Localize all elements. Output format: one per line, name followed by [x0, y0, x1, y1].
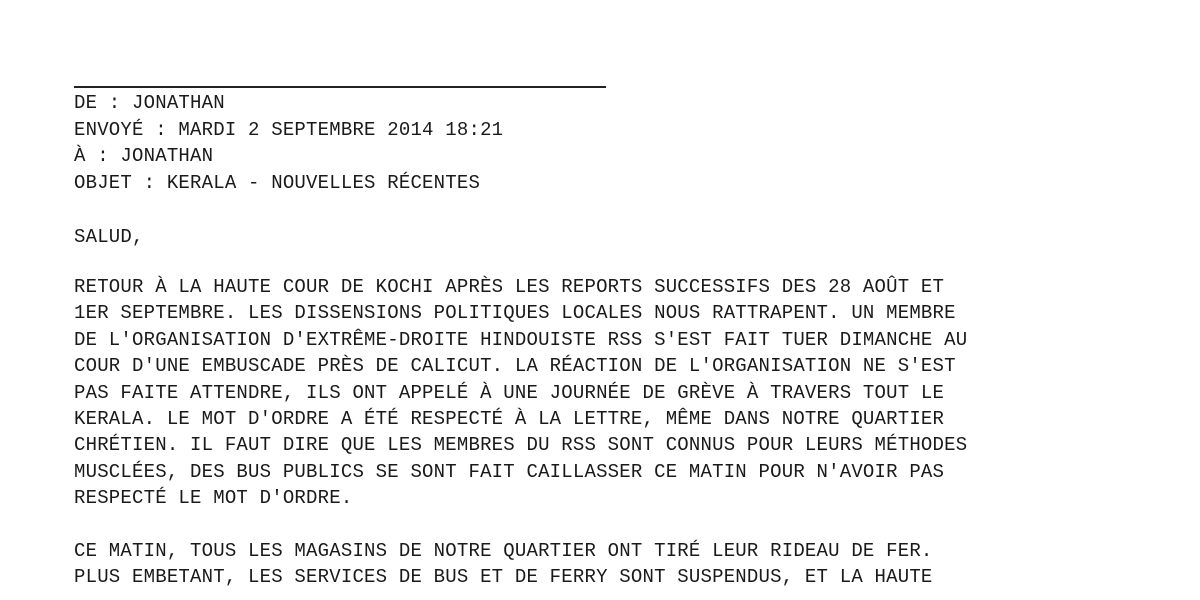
email-header [74, 90, 503, 196]
sent-line: ENVOYÉ : MARDI 2 SEPTEMBRE 2014 18:21 [74, 118, 504, 141]
body-paragraph-1 [74, 274, 1194, 512]
paragraph-line: COUR D'UNE EMBUSCADE PRÈS DE CALICUT. LA RÉACTION DE L'ORGANISATION NE S'EST [74, 355, 956, 378]
header-divider [74, 86, 606, 88]
paragraph-line: RETOUR À LA HAUTE COUR DE KOCHI APRÈS LES REPORTS SUCCESSIFS DES 28 AOÛT ET [74, 276, 945, 298]
greeting: SALUD, [74, 226, 144, 248]
paragraph-line: MUSCLÉES, DES BUS PUBLICS SE SONT FAIT CAILLASSER CE MATIN POUR N'AVOIR PAS [74, 460, 945, 483]
paragraph-line: RESPECTÉ LE MOT D'ORDRE. [74, 487, 353, 510]
paragraph-line: KERALA. LE MOT D'ORDRE A ÉTÉ RESPECTÉ À LA LETTRE, MÊME DANS NOTRE QUARTIER [74, 407, 945, 430]
paragraph-line: PAS FAITE ATTENDRE, ILS ONT APPELÉ À UNE JOURNÉE DE GRÈVE À TRAVERS TOUT LE [74, 381, 945, 404]
paragraph-line: PLUS EMBETANT, LES SERVICES DE BUS ET DE FERRY SONT SUSPENDUS, ET LA HAUTE [74, 566, 933, 589]
paragraph-line: 1ER SEPTEMBRE. LES DISSENSIONS POLITIQUES LOCALES NOUS RATTRAPENT. UN MEMBRE [74, 302, 956, 325]
paragraph-line: CHRÉTIEN. IL FAUT DIRE QUE LES MEMBRES DU RSS SONT CONNUS POUR LEURS MÉTHODES [74, 434, 968, 457]
subject-line: OBJET : KERALA - NOUVELLES RÉCENTES [74, 171, 481, 194]
from-line: DE : JONATHAN [74, 92, 225, 114]
paragraph-line: DE L'ORGANISATION D'EXTRÊME-DROITE HINDOUISTE RSS S'EST FAIT TUER DIMANCHE AU [74, 328, 968, 351]
to-line: À : JONATHAN [74, 145, 214, 167]
body-paragraph-2 [74, 538, 1194, 591]
paragraph-line: CE MATIN, TOUS LES MAGASINS DE NOTRE QUARTIER ONT TIRÉ LEUR RIDEAU DE FER. [74, 540, 933, 562]
